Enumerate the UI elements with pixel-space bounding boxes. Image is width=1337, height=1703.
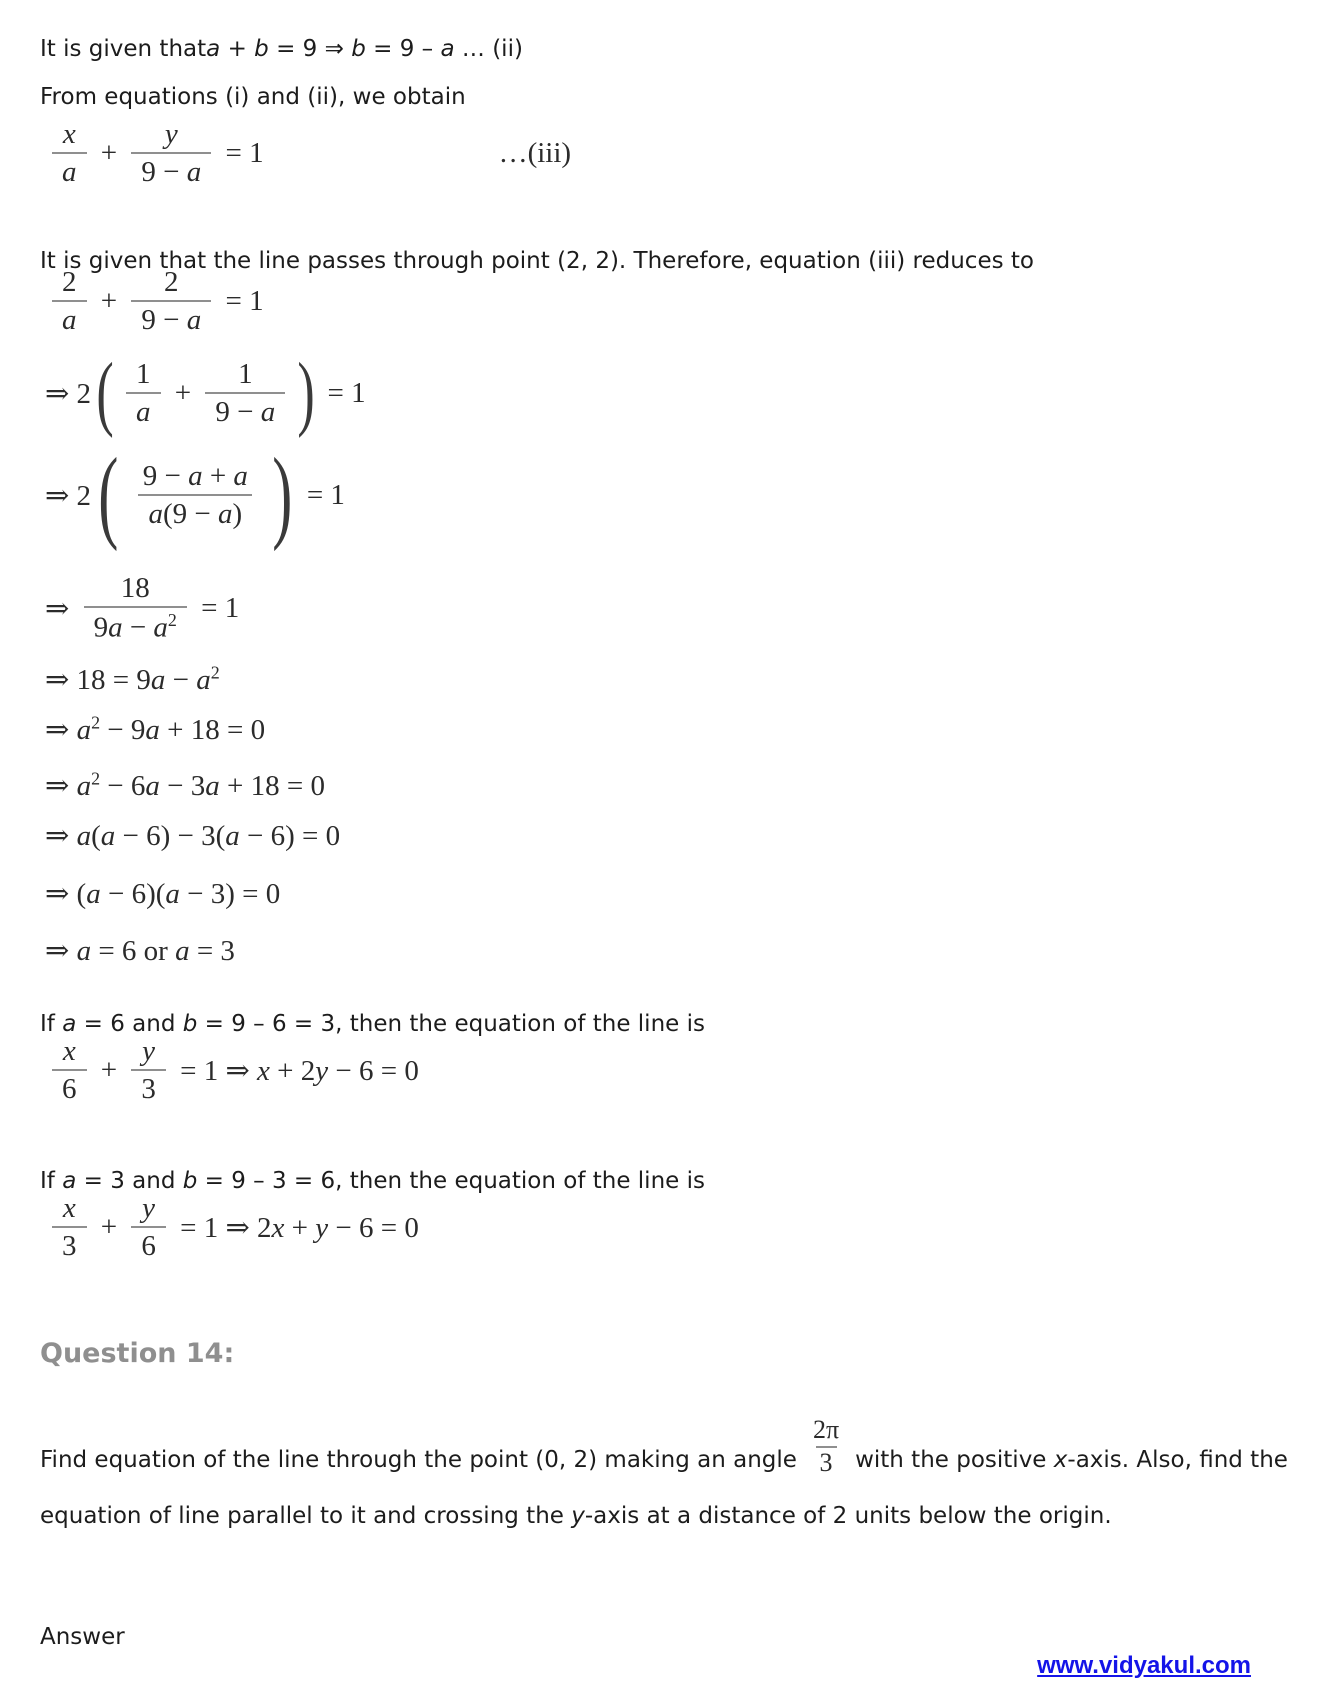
equation-label: …(iii) <box>498 136 572 169</box>
numerator: 1 <box>238 358 253 390</box>
math-run: = 1 <box>193 591 240 624</box>
equation-2-paren-frac: ⇒ 2 ( $\frac{9 - a + a}{a(9 - a)}$ ) = 1 <box>45 437 345 553</box>
equation-factored <box>45 876 280 911</box>
denominator: a(9 − a) <box>138 494 252 530</box>
fraction <box>131 118 211 189</box>
denominator: a <box>126 392 161 428</box>
fraction <box>205 358 285 429</box>
vidyakul-link[interactable]: www.vidyakul.com <box>1037 1652 1251 1679</box>
fraction <box>809 1416 843 1477</box>
question-14-text-after: with the positive x-axis. Also, find the equation of line parallel to it and crossing the y-axis at a distance of 2 units below the origin. <box>40 1447 1288 1530</box>
fraction <box>52 1035 87 1106</box>
denominator: 9 − a <box>131 152 211 188</box>
math-run: = 1 <box>320 376 366 409</box>
equation-quadratic <box>45 712 265 747</box>
fraction <box>131 266 211 337</box>
equation-18-over <box>45 572 239 645</box>
math-run: = 1 <box>299 478 345 511</box>
question-14-heading: Question 14: <box>40 1338 235 1369</box>
numerator: y <box>164 118 178 150</box>
math-run: + <box>167 376 199 409</box>
numerator: x <box>62 1035 76 1067</box>
footer <box>1037 1652 1251 1680</box>
answer-label: Answer <box>40 1624 125 1650</box>
equation-2-paren-sum: ⇒ 2 ( $\frac{1}{a}$ + $\frac{1}{9 - a}$ ) = 1 <box>45 346 366 440</box>
math-run: = 1 <box>218 136 264 169</box>
denominator: 6 <box>52 1069 87 1105</box>
math-run: ⇒ a = 6 or a = 3 <box>45 935 235 967</box>
denominator: 3 <box>52 1226 87 1262</box>
fraction <box>84 572 187 645</box>
equation-split-middle <box>45 768 325 803</box>
denominator: a <box>52 300 87 336</box>
numerator: 2π <box>812 1415 840 1444</box>
math-run: = 1 ⇒ 2x + y − 6 = 0 <box>172 1211 419 1244</box>
equation-18-equals <box>45 662 220 697</box>
numerator: 1 <box>136 358 151 390</box>
math-run: ⇒ 2 <box>45 377 92 410</box>
line-if-a6: If a = 6 and b = 9 – 6 = 3, then the equation of the line is <box>40 1011 705 1037</box>
equation-line-a3 <box>45 1192 419 1263</box>
math-run: ⇒ $18 = 9a - a^2$ <box>45 662 220 696</box>
numerator: x <box>62 118 76 150</box>
question-14-text-before: Find equation of the line through the point (0, 2) making an angle <box>40 1447 797 1474</box>
line-from-equations: From equations (i) and (ii), we obtain <box>40 84 466 110</box>
fraction <box>52 118 87 189</box>
denominator: 6 <box>131 1226 166 1262</box>
denominator: 3 <box>816 1446 837 1478</box>
numerator: y <box>142 1192 156 1224</box>
fraction <box>126 358 161 429</box>
math-run: + <box>93 1053 125 1086</box>
math-run: ⇒ 2 <box>45 479 92 512</box>
equation-iii <box>45 118 571 189</box>
denominator: 9 − a <box>205 392 285 428</box>
math-run: = 1 <box>218 284 264 317</box>
numerator: 18 <box>120 572 150 604</box>
fraction <box>52 266 87 337</box>
fraction <box>131 1192 166 1263</box>
denominator: 9 − a <box>131 300 211 336</box>
equation-roots <box>45 933 235 968</box>
line-passes-through: It is given that the line passes through point (2, 2). Therefore, equation (iii) reduces to <box>40 248 1034 274</box>
numerator: 2 <box>62 266 77 298</box>
numerator: 9 − a + a <box>142 460 248 492</box>
numerator: 2 <box>164 266 179 298</box>
math-run: + <box>93 284 125 317</box>
line-if-a3: If a = 3 and b = 9 – 3 = 6, then the equation of the line is <box>40 1168 705 1194</box>
math-run: + <box>93 136 125 169</box>
denominator: $9a - a^2$ <box>84 606 187 644</box>
math-run: ⇒ <box>45 592 77 625</box>
equation-line-a6 <box>45 1035 419 1106</box>
denominator: 3 <box>131 1069 166 1105</box>
denominator: a <box>52 152 87 188</box>
numerator: y <box>142 1035 156 1067</box>
equation-2a-plus <box>45 266 264 337</box>
math-run: ⇒ $a^2 - 6a - 3a + 18 = 0$ <box>45 768 325 802</box>
math-run: = 1 ⇒ x + 2y − 6 = 0 <box>172 1054 419 1087</box>
math-run: ⇒ a(a − 6) − 3(a − 6) = 0 <box>45 820 341 852</box>
fraction <box>131 1035 166 1106</box>
math-run: ⇒ (a − 6)(a − 3) = 0 <box>45 878 281 910</box>
math-run: ⇒ $a^2 - 9a + 18 = 0$ <box>45 712 266 746</box>
fraction <box>133 460 258 531</box>
equation-grouped <box>45 818 340 853</box>
math-run: + <box>93 1210 125 1243</box>
numerator: x <box>62 1192 76 1224</box>
line-given-ab: It is given thata + b = 9 ⇒ b = 9 – a … (ii) <box>40 36 523 62</box>
fraction <box>52 1192 87 1263</box>
